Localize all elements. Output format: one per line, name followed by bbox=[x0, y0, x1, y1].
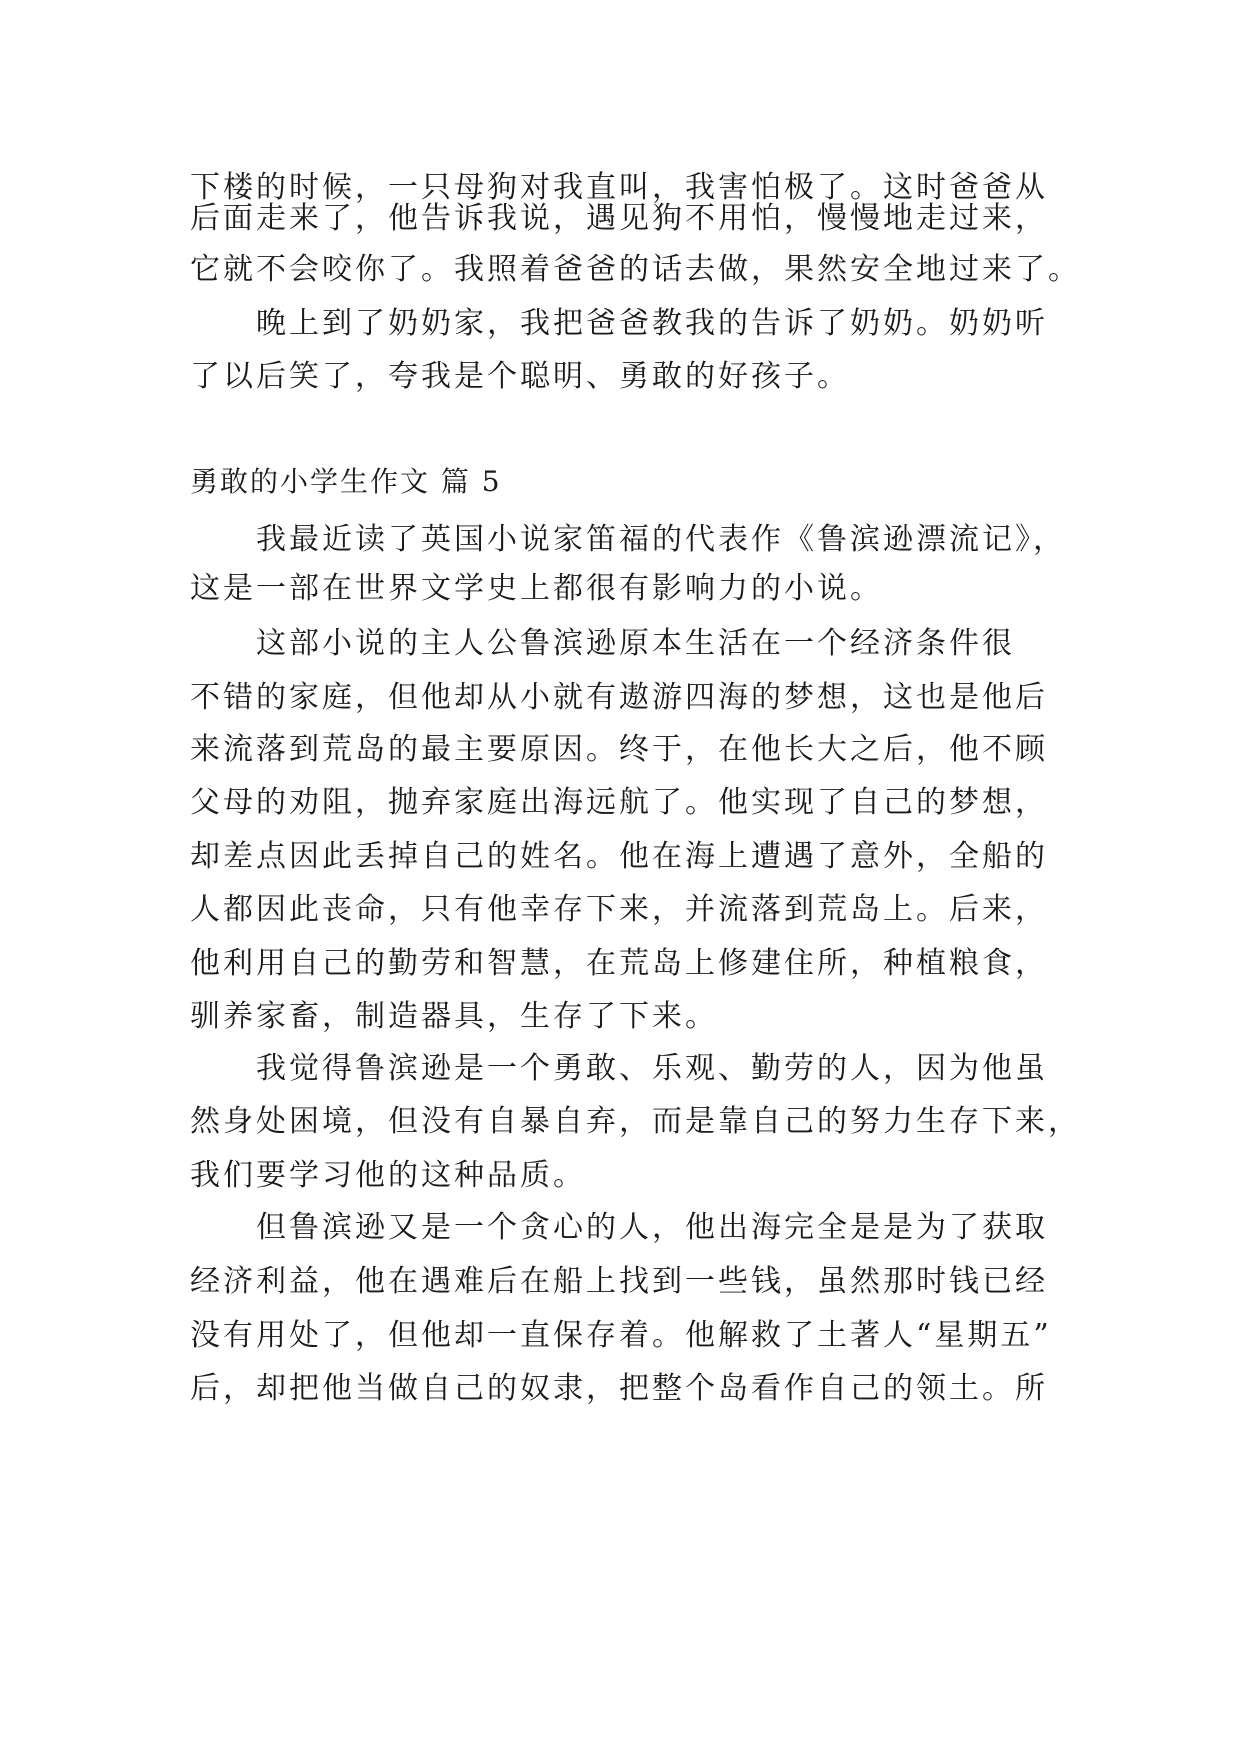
text-line: 我觉得鲁滨逊是一个勇敢、乐观、勤劳的人，因为他虽 bbox=[256, 1051, 1048, 1086]
text-line: 了以后笑了，夸我是个聪明、勇敢的好孩子。 bbox=[190, 359, 850, 394]
text-line: 他利用自己的勤劳和智慧，在荒岛上修建住所，种植粮食， bbox=[190, 946, 1048, 981]
text-line: 我最近读了英国小说家笛福的代表作《鲁滨逊漂流记》， bbox=[256, 522, 1066, 557]
text-line: 来流落到荒岛的最主要原因。终于，在他长大之后，他不顾 bbox=[190, 732, 1048, 767]
text-line: 它就不会咬你了。我照着爸爸的话去做，果然安全地过来了。 bbox=[190, 252, 1081, 287]
text-line: 但鲁滨逊又是一个贪心的人，他出海完全是是为了获取 bbox=[256, 1210, 1048, 1245]
section-heading: 勇敢的小学生作文 篇 5 bbox=[190, 465, 502, 498]
text-line: 下楼的时候，一只母狗对我直叫，我害怕极了。这时爸爸从 bbox=[190, 170, 1048, 205]
text-line: 父母的劝阻，抛弃家庭出海远航了。他实现了自己的梦想， bbox=[190, 785, 1048, 820]
text-line: 然身处困境，但没有自暴自弃，而是靠自己的努力生存下来， bbox=[190, 1104, 1081, 1139]
text-line: 没有用处了，但他却一直保存着。他解救了土著人“星期五” bbox=[190, 1318, 1052, 1353]
text-line: 后，却把他当做自己的奴隶，把整个岛看作自己的领土。所 bbox=[190, 1371, 1048, 1406]
text-line: 却差点因此丢掉自己的姓名。他在海上遭遇了意外，全船的 bbox=[190, 839, 1048, 874]
text-line: 这是一部在世界文学史上都很有影响力的小说。 bbox=[190, 571, 883, 606]
text-line: 人都因此丧命，只有他幸存下来，并流落到荒岛上。后来， bbox=[190, 892, 1048, 927]
text-line: 这部小说的主人公鲁滨逊原本生活在一个经济条件很 bbox=[256, 626, 1015, 661]
text-line: 驯养家畜，制造器具，生存了下来。 bbox=[190, 999, 718, 1034]
text-line: 后面走来了，他告诉我说，遇见狗不用怕，慢慢地走过来， bbox=[190, 201, 1048, 236]
text-line: 我们要学习他的这种品质。 bbox=[190, 1158, 586, 1193]
text-line: 不错的家庭，但他却从小就有遨游四海的梦想，这也是他后 bbox=[190, 680, 1048, 715]
text-line: 经济利益，他在遇难后在船上找到一些钱，虽然那时钱已经 bbox=[190, 1264, 1048, 1299]
text-line: 晚上到了奶奶家，我把爸爸教我的告诉了奶奶。奶奶听 bbox=[256, 306, 1048, 341]
